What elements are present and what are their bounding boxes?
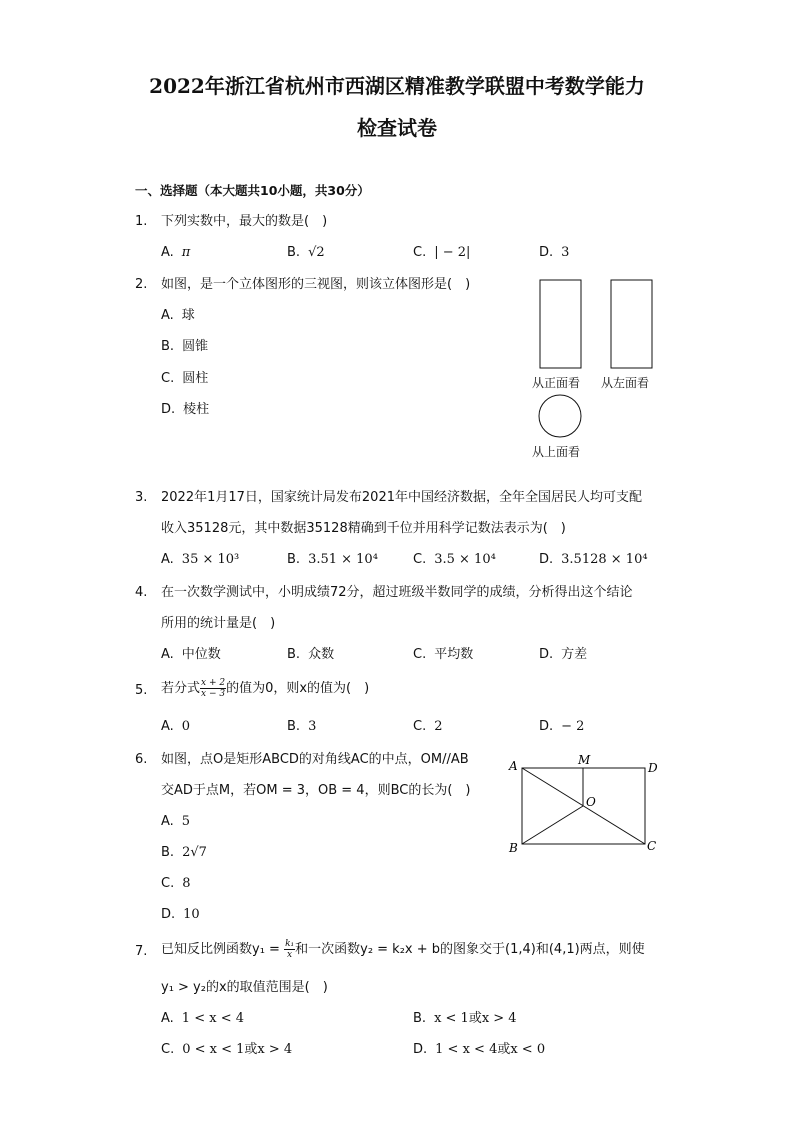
q2-option-b[interactable]: B. 圆锥	[161, 339, 209, 354]
q2-number: 2.	[135, 277, 148, 292]
q7-stem-pre: 已知反比例函数y₁ =	[161, 942, 285, 957]
label-m: M	[578, 753, 591, 767]
q3-option-b[interactable]: B. 3.51 × 10⁴	[287, 552, 378, 567]
three-views-figure	[520, 272, 680, 467]
section-heading: 一、选择题（本大题共10小题，共30分）	[135, 183, 370, 198]
q2-stem: 如图，是一个立体图形的三视图，则该立体图形是( )	[161, 277, 471, 292]
q2-option-d[interactable]: D. 棱柱	[161, 402, 210, 417]
q1-option-d[interactable]: D. 3	[539, 245, 570, 260]
label-c: C	[647, 839, 657, 853]
q4-stem-line1: 在一次数学测试中，小明成绩72分，超过班级半数同学的成绩，分析得出这个结论	[161, 585, 633, 600]
q3-stem-line2: 收入35128元，其中数据35128精确到千位并用科学记数法表示为( )	[161, 521, 566, 536]
left-view-rectangle	[611, 280, 652, 368]
q3-number: 3.	[135, 490, 148, 505]
q4-option-a[interactable]: A. 中位数	[161, 647, 221, 662]
caption-top-view: 从上面看	[532, 445, 581, 459]
q5-stem-pre: 若分式	[161, 681, 201, 696]
caption-front-view: 从正面看	[532, 376, 581, 390]
q6-option-a[interactable]: A. 5	[161, 814, 191, 829]
exam-title-line1: 2022年浙江省杭州市西湖区精准教学联盟中考数学能力	[149, 74, 645, 98]
q2-option-c[interactable]: C. 圆柱	[161, 371, 209, 386]
label-o: O	[586, 795, 596, 809]
q3-option-a[interactable]: A. 35 × 10³	[161, 552, 240, 567]
q6-option-c[interactable]: C. 8	[161, 876, 191, 891]
q5-stem-post: 的值为0，则x的值为( )	[226, 681, 370, 696]
q5-number: 5.	[135, 683, 148, 698]
q7-stem-post: 和一次函数y₂ = k₂x + b的图象交于(1,4)和(4,1)两点，则使	[295, 942, 645, 957]
q4-option-c[interactable]: C. 平均数	[413, 647, 474, 662]
segment-ob	[522, 806, 583, 844]
exam-title-line2: 检查试卷	[357, 116, 437, 140]
q4-option-d[interactable]: D. 方差	[539, 647, 588, 662]
front-view-rectangle	[540, 280, 581, 368]
q7-option-a[interactable]: A. 1 < x < 4	[161, 1011, 244, 1026]
q4-stem-line2: 所用的统计量是( )	[161, 616, 276, 631]
q1-option-c[interactable]: C. | − 2|	[413, 245, 471, 260]
q6-stem-line2: 交AD于点M，若OM = 3，OB = 4，则BC的长为( )	[161, 783, 471, 798]
q5-fraction: $\frac{x + 2}{x - 3}$	[201, 678, 226, 699]
q1-number: 1.	[135, 214, 148, 229]
q6-option-b[interactable]: B. 2√7	[161, 845, 207, 860]
q7-stem-line1	[161, 938, 645, 962]
caption-left-view: 从左面看	[601, 376, 650, 390]
q5-option-a[interactable]: A. 0	[161, 719, 191, 734]
q7-number: 7.	[135, 944, 148, 959]
q1-stem: 下列实数中，最大的数是( )	[161, 214, 328, 229]
label-b: B	[509, 841, 518, 855]
q5-stem	[161, 677, 369, 701]
q6-option-d[interactable]: D. 10	[161, 907, 200, 922]
q4-option-b[interactable]: B. 众数	[287, 647, 335, 662]
label-a: A	[509, 759, 518, 773]
q6-number: 6.	[135, 752, 148, 767]
rectangle-abcd-figure	[500, 750, 670, 860]
q3-stem-line1: 2022年1月17日，国家统计局发布2021年中国经济数据，全年全国居民人均可支配	[161, 490, 642, 505]
q1-option-a[interactable]: A. π	[161, 245, 191, 260]
q7-option-c[interactable]: C. 0 < x < 1或x > 4	[161, 1042, 293, 1057]
label-d: D	[648, 761, 658, 775]
q5-option-c[interactable]: C. 2	[413, 719, 443, 734]
q4-number: 4.	[135, 585, 148, 600]
q2-option-a[interactable]: A. 球	[161, 308, 195, 323]
q6-stem-line1: 如图，点O是矩形ABCD的对角线AC的中点，OM//AB	[161, 752, 469, 767]
q3-option-c[interactable]: C. 3.5 × 10⁴	[413, 552, 496, 567]
q7-fraction: $\frac{\text{k₁}}{x}$	[285, 939, 295, 960]
q7-stem-line2: y₁ > y₂的x的取值范围是( )	[161, 980, 328, 995]
top-view-circle	[539, 395, 581, 437]
q7-option-d[interactable]: D. 1 < x < 4或x < 0	[413, 1042, 546, 1057]
q7-option-b[interactable]: B. x < 1或x > 4	[413, 1011, 517, 1026]
q5-option-d[interactable]: D. − 2	[539, 719, 585, 734]
q5-option-b[interactable]: B. 3	[287, 719, 317, 734]
q1-option-b[interactable]: B. √2	[287, 245, 325, 260]
q3-option-d[interactable]: D. 3.5128 × 10⁴	[539, 552, 648, 567]
